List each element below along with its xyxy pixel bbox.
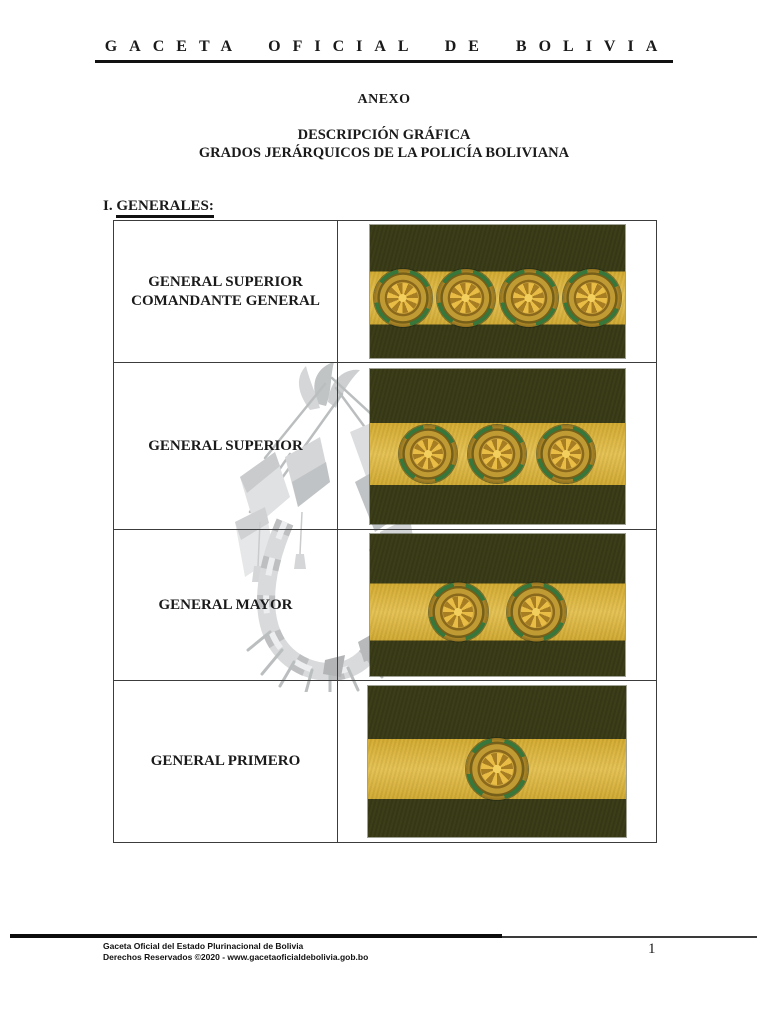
- table-row-general-superior-comandante: [114, 221, 656, 363]
- footer-rule-thick: [10, 934, 502, 938]
- rank-label-cell: [114, 681, 338, 842]
- rank-label-cell: [114, 363, 338, 529]
- gazette-title: GACETA OFICIAL DE BOLIVIA: [95, 38, 674, 63]
- rank-medallion: [429, 583, 488, 642]
- rank-medallion: [563, 269, 621, 327]
- rank-medallion: [466, 738, 528, 800]
- rank-label-line: GENERAL SUPERIOR: [148, 273, 303, 290]
- epaulette-insignia: [370, 225, 625, 358]
- insignia-cell: [338, 221, 656, 362]
- epaulette-insignia: [370, 534, 625, 676]
- table-row-general-mayor: [114, 530, 656, 681]
- rank-medallion: [537, 425, 595, 483]
- page-number: 1: [648, 941, 656, 957]
- masthead: [0, 38, 768, 63]
- subtitle-line2: GRADOS JERÁRQUICOS DE LA POLICÍA BOLIVIANA: [198, 145, 570, 161]
- annex-heading: ANEXO: [357, 92, 411, 107]
- epaulette-insignia: [368, 686, 626, 837]
- insignia-cell: [338, 681, 656, 842]
- rank-label-cell: [114, 221, 338, 362]
- medallion-row: [368, 738, 626, 800]
- footer-rights-line: Derechos Reservados ©2020 - www.gacetaoficialdebolivia.gob.bo: [103, 952, 369, 962]
- section-heading-generales: [103, 198, 214, 215]
- medallion-row: [370, 583, 625, 642]
- medallion-row: [370, 425, 625, 483]
- table-row-general-superior: [114, 363, 656, 530]
- rank-label-cell: [114, 530, 338, 680]
- rank-label-line: GENERAL MAYOR: [158, 596, 293, 613]
- medallion-row: [370, 269, 625, 327]
- insignia-cell: [338, 530, 656, 680]
- insignia-cell: [338, 363, 656, 529]
- footer-publisher-line: Gaceta Oficial del Estado Plurinacional de Bolivia: [103, 941, 304, 951]
- rank-medallion: [374, 269, 432, 327]
- section-title: GENERALES:: [116, 198, 214, 218]
- section-numeral: I.: [103, 198, 117, 214]
- rank-table: [113, 220, 657, 843]
- document-subtitles: [0, 126, 768, 162]
- subtitle-line1: DESCRIPCIÓN GRÁFICA: [297, 127, 471, 143]
- rank-medallion: [399, 425, 457, 483]
- footer-text: [103, 941, 368, 963]
- rank-medallion: [437, 269, 495, 327]
- rank-label-line: GENERAL PRIMERO: [150, 753, 301, 769]
- rank-medallion: [507, 583, 566, 642]
- rank-medallion: [468, 425, 526, 483]
- rank-medallion: [500, 269, 558, 327]
- table-row-general-primero: [114, 681, 656, 842]
- rank-label-line: COMANDANTE GENERAL: [131, 292, 320, 309]
- epaulette-insignia: [370, 369, 625, 524]
- rank-label-line: GENERAL SUPERIOR: [148, 437, 303, 454]
